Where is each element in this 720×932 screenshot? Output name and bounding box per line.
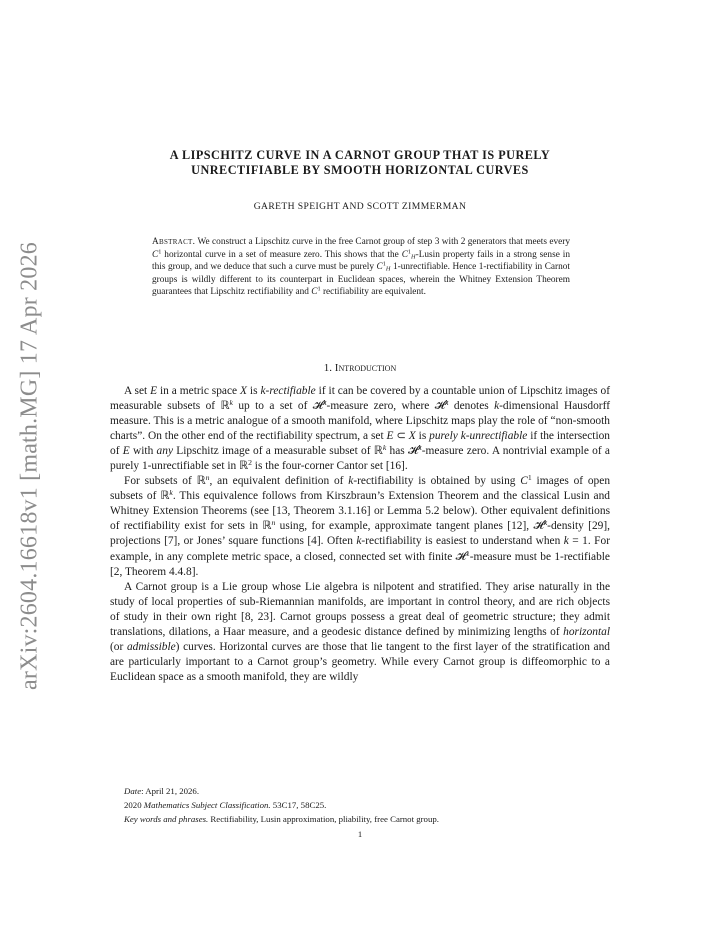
paragraph-3: A Carnot group is a Lie group whose Lie algebra is nilpotent and stratified. They arise naturally in the study of local properties of sub-Riemannian manifolds, are important in control theory, and are rich objects of study in their own right [8, 23]. Carnot groups possess a great deal of geometric structure; they admit translations, dilations, a Haar measure, and a geodesic distance defined by minimizing lengths of horizontal (or admissible) curves. Horizontal curves are those that lie tangent to the first layer of the stratification and are particularly important to a Carnot group’s geometry. While every Carnot group is diffeomorphic to a Euclidean space as a smooth manifold, they are wildly <box>110 580 610 683</box>
emphasis: purely k-unrectifiable <box>429 430 528 443</box>
paragraph-1: A set E in a metric space X is k-rectifiable if it can be covered by a countable union of Lipschitz images of measurable subsets of ℝ$^k$ up to a set of 𝓗$^k$-measure zero, where 𝓗$^k$ denotes k-dimensional Hausdorff measure. This is a metric analogue of a smooth manifold, where Lipschitz maps play the role of “non-smooth charts”. On the other end of the rectifiability spectrum, a set E ⊂ X is purely k-unrectifiable if the intersection of E with any Lipschitz image of a measurable subset of ℝ$^k$ has 𝓗$^k$-measure zero. A nontrivial example of a purely 1-unrectifiable set in ℝ$^2$ is the four-corner Cantor set [16]. <box>110 385 611 473</box>
section-title: Introduction <box>334 362 397 374</box>
emphasis: k-rectifiable <box>260 385 316 397</box>
section-number: 1. <box>323 362 333 374</box>
arxiv-identifier: arXiv:2604.16618v1 [math.MG] 17 Apr 2026 <box>16 242 43 690</box>
arxiv-sidebar-stamp <box>10 236 50 696</box>
footnote-keywords: Key words and phrases. Rectifiability, Lusin approximation, pliability, free Carnot group. <box>124 814 439 824</box>
abstract-text: -Lusin property fails in a strong sense in this group, and we deduce that such a curve must be purely <box>152 249 571 272</box>
footnote-msc: 2020 Mathematics Subject Classification. 53C17, 58C25. <box>124 800 327 810</box>
abstract: Abstract. We construct a Lipschitz curve in the free Carnot group of step 3 with 2 generators that meets every $C^1$ horizontal curve in a set of measure zero. This shows that the $C^1_H$-Lusin property fails in a strong sense in this group, and we deduce that such a curve must be purely $C^1_H$ 1-unrectifiable. Hence 1-rectifiability in Carnot groups is wildly different to its counterpart in Euclidean spaces, wherein the Whitney Extension Theorem guarantees that Lipschitz rectifiability and $C^1$ rectifiability are equivalent. <box>152 237 571 297</box>
footnotes <box>124 784 610 826</box>
paper-authors: GARETH SPEIGHT AND SCOTT ZIMMERMAN <box>253 201 467 212</box>
abstract-label: Abstract. <box>152 237 196 247</box>
abstract-text: horizontal curve in a set of measure zero. This shows that the <box>161 249 402 260</box>
abstract-text: 1-unrectifiable. Hence 1-rectifiability in Carnot groups is wildly different to its counterpart in Euclidean spaces, wherein the Whitney Extension Theorem guarantees that Lipschitz rectifiability and <box>152 262 570 297</box>
title-line-2: UNRECTIFIABLE BY SMOOTH HORIZONTAL CURVES <box>191 163 529 177</box>
emphasis: horizontal <box>563 625 610 638</box>
paper-title <box>110 148 610 178</box>
section-heading <box>110 362 610 374</box>
abstract-text: rectifiability are equivalent. <box>320 287 426 297</box>
page-number: 1 <box>357 829 363 839</box>
paragraph-2: For subsets of ℝ$^n$, an equivalent definition of k-rectifiability is obtained by using $C^1$ images of open subsets of ℝ$^k$. This equivalence follows from Kirszbraun’s Extension Theorem and the classical Lusin and Whitney Extension Theorems (see [13, Theorem 3.1.16] or Lemma 5.2 below). Other equivalent definitions of rectifiability exist for sets in ℝ$^n$ using, for example, approximate tangent planes [12], 𝓗$^k$-density [29], projections [7], or Jones’ square functions [4]. Often k-rectifiability is easiest to understand when k = 1. For example, in any complete metric space, a closed, connected set with finite 𝓗$^1$-measure must be 1-rectifiable [2, Theorem 4.4.8]. <box>110 473 611 578</box>
footnote-date: Date: April 21, 2026. <box>124 786 200 796</box>
body-text <box>110 384 610 685</box>
abstract-text: We construct a Lipschitz curve in the free Carnot group of step 3 with 2 generators that meets every <box>195 237 570 247</box>
emphasis: admissible <box>126 640 176 653</box>
title-line-1: A LIPSCHITZ CURVE IN A CARNOT GROUP THAT IS PURELY <box>169 148 551 162</box>
emphasis: any <box>156 445 173 458</box>
